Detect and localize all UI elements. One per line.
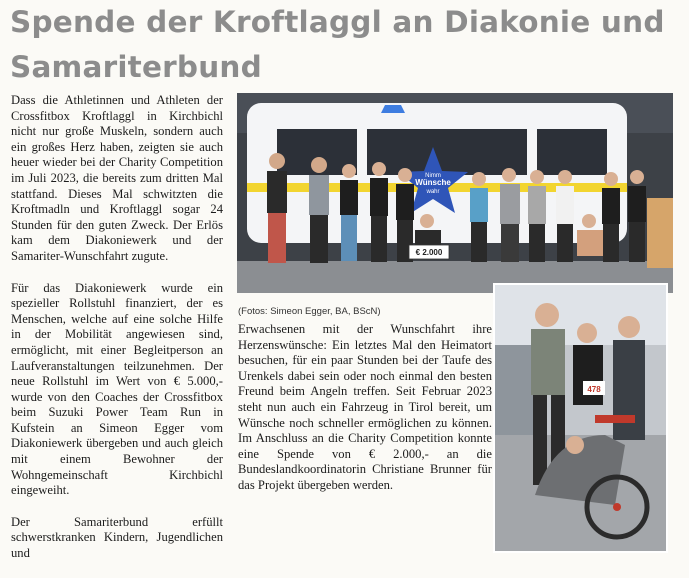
check-amount: € 2.000	[415, 248, 443, 257]
article-title-line-1: Spende der Kroftlaggl an Diakonie und	[10, 5, 665, 39]
photo-credit-caption: (Fotos: Simeon Egger, BA, BScN)	[238, 306, 381, 317]
paragraph-intro: Dass die Athletinnen und Athleten der Crossfitbox Kroftlaggl in Kirchbichl nicht nur große Muskeln, sondern auch ein großes Herz haben, zeigten sie auch heuer wieder bei der Charity Competition im Juli 2023, die bereits zum dritten Mal stattfand. Dieses Mal schwitzten die Kroftmadln und Kroftlaggl sogar 24 Stunden für den guten Zweck. Der Erlös kam dem Diakoniewerk und der Samariter-Wunschfahrt zugute.	[11, 93, 223, 263]
paragraph-wunschfahrt: Erwachsenen mit der Wunschfahrt ihre Herzenswünsche: Ein letztes Mal den Heimatort besuchen, für ein paar Stunden bei der Taufe des Urenkels dabei sein oder noch einmal den besten Freund beim Angeln treffen. Seit Februar 2023 steht nun auch ein Fahrzeug in Tirol bereit, um Wünsche noch schneller ermöglichen zu können. Im Anschluss an die Charity Competition konnte eine Spende von € 2.000,- an die Bundeslandkoordinatorin Christiane Brunner für das Projekt übergeben werden.	[238, 322, 492, 492]
star-text-1: Nimm	[425, 173, 441, 179]
article-title-line-2: Samariterbund	[10, 50, 262, 84]
article-title	[10, 0, 680, 90]
middle-text-column	[238, 322, 492, 510]
paragraph-diakonie: Für das Diakoniewerk wurde ein spezieller Rollstuhl finanziert, der es Menschen, welche auf eine solche Hilfe in der Mobilität angewiesen sind, ermöglicht, mit einer Begleitperson an Laufveranstaltungen teilzunehmen. Der neue Rollstuhl im Wert von € 5.000,- wurde von den Coaches der Crossfitbox beim Suzuki Power Team Run in Kufstein an Simeon Egger vom Diakoniewerk übergeben und auch gleich mit einem Bewohner der Wohngemeinschaft Kirchbichl eingeweiht.	[11, 280, 223, 498]
left-text-column	[11, 93, 223, 578]
paragraph-samariterbund-start: Der Samariterbund erfüllt schwerstkranken Kindern, Jugendlichen und	[11, 514, 223, 561]
group-photo-illustration	[237, 93, 673, 293]
star-text-3: wahr	[426, 189, 440, 195]
group-photo	[237, 93, 673, 293]
race-bib-number: 478	[587, 385, 601, 394]
wheelchair-photo-illustration	[495, 285, 666, 551]
star-text-2: Wünsche	[415, 178, 451, 187]
wheelchair-photo	[493, 283, 668, 553]
